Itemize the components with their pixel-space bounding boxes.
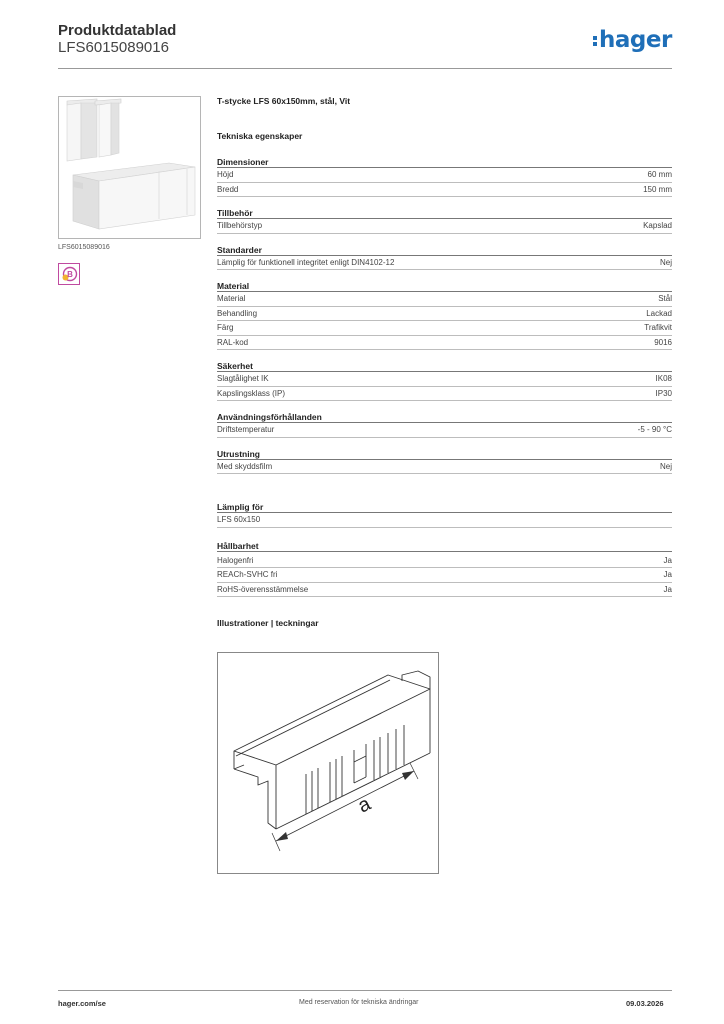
suitable-item-label: LFS 60x150 (217, 515, 261, 524)
sustainability-value: Ja (663, 584, 672, 594)
section-heading: Tekniska egenskaper (217, 131, 303, 141)
spec-group-title: Säkerhet (217, 360, 672, 372)
spec-group-title: Standarder (217, 244, 672, 256)
spec-label: Tillbehörstyp (217, 221, 263, 230)
spec-group (217, 156, 672, 197)
spec-label: Höjd (217, 170, 234, 179)
spec-group-title: Utrustning (217, 448, 672, 460)
sustainability-group (217, 540, 672, 598)
spec-group-title: Dimensioner (217, 156, 672, 168)
spec-row (217, 183, 672, 198)
product-code: LFS6015089016 (58, 39, 169, 56)
spec-value: IP30 (655, 388, 672, 398)
badge-letter: B (67, 270, 73, 279)
sustainability-label: REACh-SVHC fri (217, 570, 278, 579)
image-caption: LFS6015089016 (58, 244, 110, 251)
spec-group-title: Tillbehör (217, 207, 672, 219)
header-divider (58, 68, 672, 69)
product-name: T-stycke LFS 60x150mm, stål, Vit (217, 96, 351, 106)
spec-value: Nej (659, 257, 672, 267)
spec-label: RAL-kod (217, 337, 249, 347)
footer-date: 09.03.2026 (626, 999, 664, 1008)
suitable-title: Lämplig för (217, 501, 672, 513)
spec-group (217, 448, 672, 475)
spec-groups (217, 156, 672, 474)
spec-value: Trafikvit (644, 323, 672, 332)
spec-group (217, 207, 672, 234)
dimension-label-a: a (354, 792, 375, 818)
footer-note: Med reservation för tekniska ändringar (299, 999, 419, 1006)
spec-value: IK08 (655, 374, 672, 383)
spec-row (217, 256, 672, 271)
spec-value: Kapslad (643, 221, 672, 230)
spec-group (217, 360, 672, 401)
sustainability-value: Ja (663, 570, 672, 579)
suitable-item (217, 513, 672, 528)
spec-label: Kapslingsklass (IP) (217, 388, 286, 398)
spec-row (217, 423, 672, 438)
spec-group (217, 411, 672, 438)
spec-row (217, 336, 672, 351)
spec-content (217, 94, 672, 629)
spec-label: Driftstemperatur (217, 425, 275, 434)
t-piece-line-drawing (218, 653, 438, 873)
spec-value: Nej (659, 461, 672, 471)
spec-value: 9016 (654, 337, 672, 347)
spec-value: Lackad (646, 308, 672, 318)
logo-colon-icon (593, 34, 598, 48)
spec-label: Slagtålighet IK (217, 374, 269, 383)
page-title: Produktdatablad (58, 22, 177, 39)
sustainability-rows (217, 554, 672, 598)
spec-group (217, 244, 672, 271)
footer-website[interactable]: hager.com/se (58, 999, 106, 1008)
sustainability-row (217, 583, 672, 598)
sustainability-label: Halogenfri (217, 555, 254, 565)
spec-value: Stål (658, 294, 672, 303)
illustrations-title: Illustrationer | teckningar (217, 618, 319, 628)
spec-row (217, 307, 672, 322)
spec-group-title: Användningsförhållanden (217, 411, 672, 423)
suitable-group (217, 501, 672, 528)
spec-group (217, 280, 672, 350)
spec-value: 150 mm (643, 184, 672, 194)
spec-row (217, 321, 672, 336)
spec-label: Material (217, 294, 246, 303)
sustainability-label: RoHS-överensstämmelse (217, 584, 309, 594)
hager-logo (593, 27, 672, 53)
product-image (58, 96, 201, 239)
spec-row (217, 168, 672, 183)
sustainability-value: Ja (663, 555, 672, 565)
technical-drawing (217, 652, 439, 874)
spec-label: Bredd (217, 184, 239, 194)
sustainability-row (217, 568, 672, 583)
spec-label: Med skyddsfilm (217, 461, 273, 471)
spec-value: 60 mm (647, 170, 672, 179)
spec-row (217, 372, 672, 387)
spec-row (217, 219, 672, 234)
spec-row (217, 292, 672, 307)
footer-divider (58, 990, 672, 991)
spec-label: Färg (217, 323, 234, 332)
certification-badge-icon (58, 263, 80, 285)
spec-group-title: Material (217, 280, 672, 292)
spec-row (217, 460, 672, 475)
spec-label: Behandling (217, 308, 258, 318)
sustainability-title: Hållbarhet (217, 540, 672, 552)
spec-value: -5 - 90 °C (637, 425, 672, 434)
sustainability-row (217, 554, 672, 569)
spec-row (217, 387, 672, 402)
spec-label: Lämplig för funktionell integritet enligt DIN4102-12 (217, 257, 395, 267)
cable-trunking-t-piece-image (59, 97, 200, 238)
logo-text: hager (599, 27, 672, 53)
